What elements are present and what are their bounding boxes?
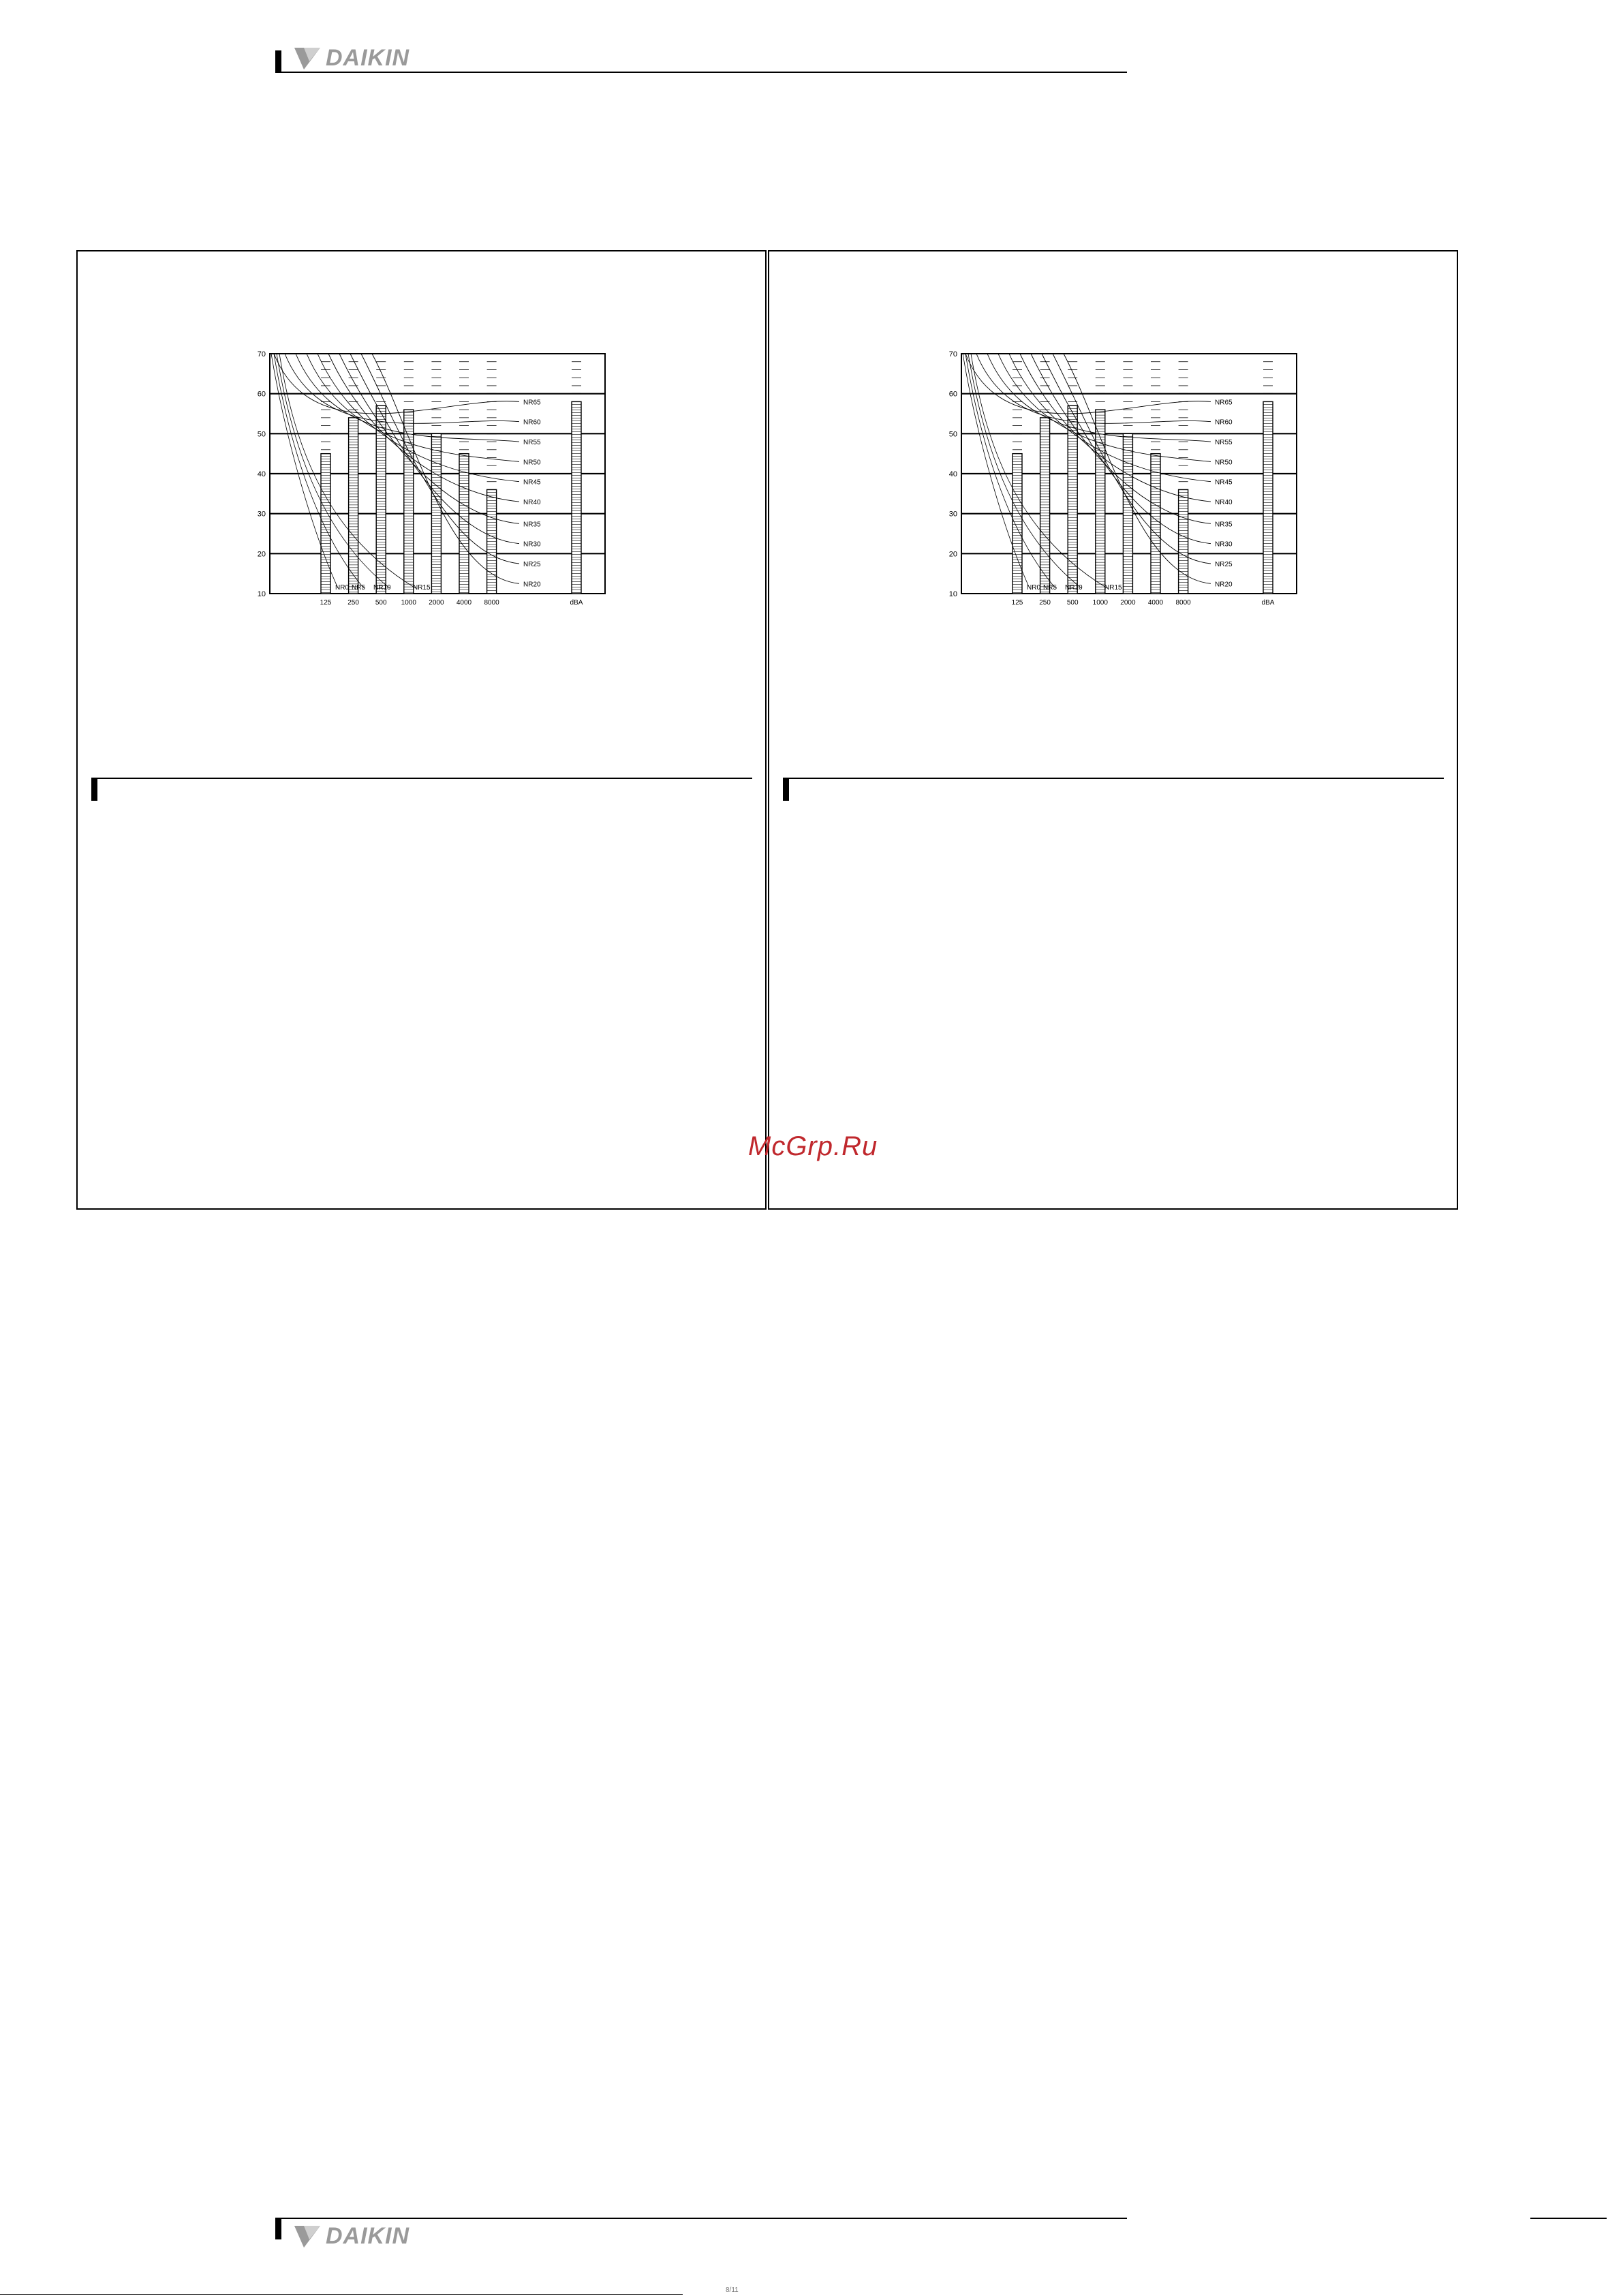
- y-tick-label: 20: [948, 550, 957, 559]
- nr-curve-label: NR35: [1215, 521, 1233, 529]
- x-tick-label: 8000: [1175, 599, 1191, 607]
- footer-brand: DAIKIN: [326, 2223, 410, 2249]
- footer-marker: [275, 2218, 281, 2239]
- x-tick-label: 125: [1011, 599, 1023, 607]
- bar: [1013, 454, 1022, 594]
- bar: [459, 454, 469, 594]
- nr-curve-label: NR45: [523, 478, 541, 487]
- bottom-mark: 8/11: [726, 2286, 739, 2294]
- bar: [376, 405, 386, 594]
- x-tick-label: 4000: [456, 599, 472, 607]
- right-panel: [768, 250, 1458, 1210]
- nr-curve-label: NR50: [1215, 459, 1233, 467]
- x-tick-label: 250: [347, 599, 359, 607]
- nr-curve: [285, 354, 519, 423]
- nr-curve-label: NR30: [523, 540, 541, 549]
- y-tick-label: 60: [948, 390, 957, 399]
- nr-bottom-label: NR0: [335, 584, 350, 592]
- right-section-rule: [783, 778, 1444, 779]
- y-tick-label: 50: [948, 430, 957, 439]
- daikin-logo-icon: [294, 46, 322, 71]
- nr-curve-label: NR65: [1215, 399, 1233, 407]
- nr-chart-right: [933, 341, 1314, 621]
- nr-bottom-label: NR15: [1104, 584, 1122, 592]
- x-tick-label: 250: [1039, 599, 1051, 607]
- y-tick-label: 40: [257, 470, 266, 478]
- header-logo: [294, 45, 409, 72]
- left-section-marker: [91, 778, 97, 801]
- x-tick-label: dBA: [1261, 599, 1275, 607]
- daikin-logo-icon: [294, 2224, 322, 2249]
- nr-curve-label: NR25: [523, 561, 541, 568]
- nr-curve-label: NR60: [523, 418, 541, 427]
- bar: [1263, 401, 1273, 594]
- nr-bottom-label: NR5: [352, 584, 366, 592]
- y-tick-label: 10: [948, 590, 957, 598]
- bar: [321, 454, 330, 594]
- nr-bottom-label: NR10: [1065, 584, 1083, 592]
- nr-curve-label: NR40: [523, 499, 541, 507]
- nr-bottom-label: NR0: [1027, 584, 1041, 592]
- x-tick-label: 8000: [484, 599, 499, 607]
- header-rule: [275, 72, 1127, 73]
- y-tick-label: 60: [257, 390, 266, 399]
- bar: [572, 401, 581, 594]
- y-tick-label: 40: [948, 470, 957, 478]
- nr-curve-label: NR35: [523, 521, 541, 529]
- x-tick-label: 125: [320, 599, 332, 607]
- page-number-rule: [1530, 2218, 1607, 2219]
- nr-curve-label: NR40: [1215, 499, 1233, 507]
- nr-curve-label: NR45: [1215, 478, 1233, 487]
- nr-curve: [976, 354, 1211, 423]
- nr-curve: [1064, 354, 1211, 583]
- nr-bottom-label: NR10: [373, 584, 391, 592]
- nr-bottom-label: NR5: [1043, 584, 1057, 592]
- x-tick-label: 1000: [1092, 599, 1108, 607]
- nr-curve-label: NR55: [1215, 439, 1233, 447]
- nr-curve-label: NR20: [523, 581, 541, 589]
- x-tick-label: 1000: [401, 599, 416, 607]
- x-tick-label: 500: [1066, 599, 1079, 607]
- y-tick-label: 70: [948, 350, 957, 358]
- bar: [1068, 405, 1077, 594]
- nr-bottom-label: NR15: [413, 584, 431, 592]
- nr-curve-label: NR65: [523, 399, 541, 407]
- x-tick-label: dBA: [570, 599, 583, 607]
- watermark-text: McGrp.Ru: [748, 1131, 878, 1161]
- nr-curve: [372, 354, 519, 583]
- y-tick-label: 30: [948, 510, 957, 519]
- footer-rule: [275, 2218, 1127, 2219]
- nr-curve-label: NR30: [1215, 540, 1233, 549]
- y-tick-label: 30: [257, 510, 266, 519]
- nr-curve-label: NR20: [1215, 581, 1233, 589]
- bar: [1123, 433, 1132, 594]
- y-tick-label: 20: [257, 550, 266, 559]
- bar: [1151, 454, 1160, 594]
- bar: [431, 433, 441, 594]
- nr-chart-left: [241, 341, 623, 621]
- nr-curve-label: NR60: [1215, 418, 1233, 427]
- y-tick-label: 70: [257, 350, 266, 358]
- x-tick-label: 2000: [1120, 599, 1136, 607]
- x-tick-label: 4000: [1147, 599, 1164, 607]
- left-panel: [76, 250, 767, 1210]
- bar: [349, 418, 358, 594]
- nr-curve-label: NR55: [523, 439, 541, 447]
- y-tick-label: 10: [257, 590, 266, 598]
- footer-logo: [294, 2223, 409, 2250]
- y-tick-label: 50: [257, 430, 266, 439]
- header-brand: DAIKIN: [326, 45, 410, 71]
- nr-curve-label: NR25: [1215, 561, 1233, 568]
- x-tick-label: 500: [375, 599, 387, 607]
- right-section-marker: [783, 778, 789, 801]
- x-tick-label: 2000: [429, 599, 444, 607]
- bottom-edge-rule: [0, 2294, 683, 2295]
- nr-curve-label: NR50: [523, 459, 541, 467]
- header-marker: [275, 50, 281, 72]
- left-section-rule: [91, 778, 752, 779]
- bar: [1040, 418, 1050, 594]
